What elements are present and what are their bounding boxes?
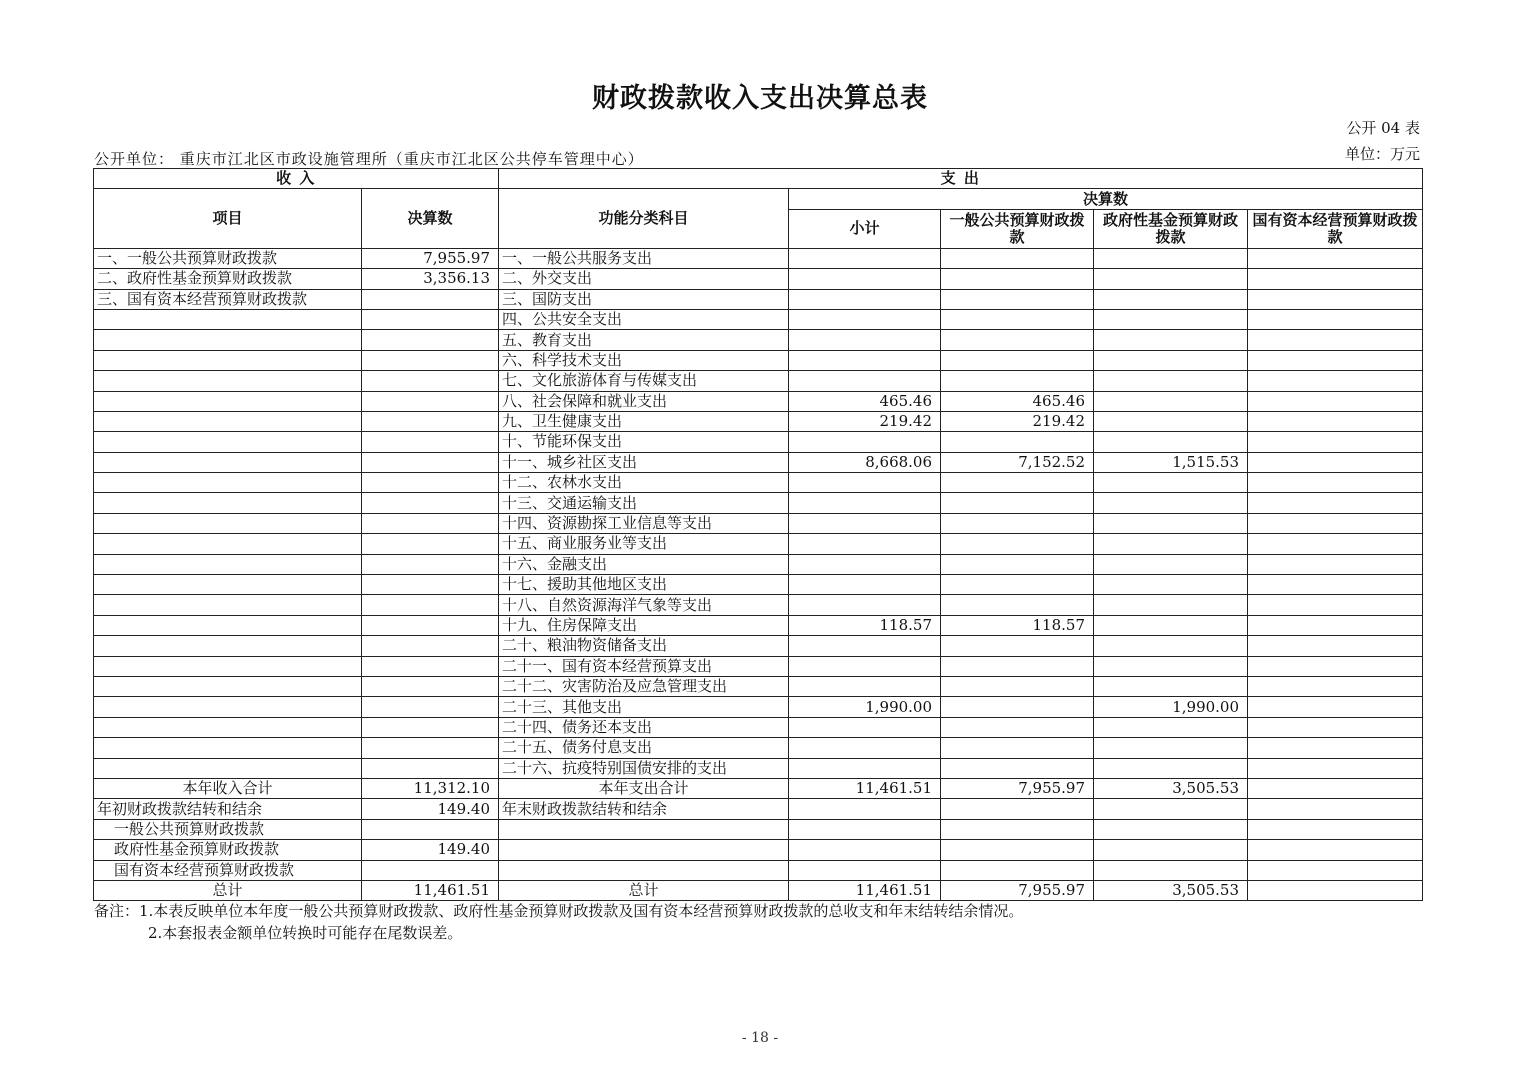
table-row bbox=[94, 309, 1423, 329]
cell-soe bbox=[1248, 738, 1423, 758]
cell-general bbox=[941, 493, 1094, 513]
cell-soe bbox=[1248, 595, 1423, 615]
cell-fund bbox=[1094, 554, 1248, 574]
cell-fund bbox=[1094, 819, 1248, 839]
cell-fund bbox=[1094, 717, 1248, 737]
cell-func: 二十一、国有资本经营预算支出 bbox=[499, 656, 789, 676]
cell-soe bbox=[1248, 615, 1423, 635]
cell-soe bbox=[1248, 350, 1423, 370]
cell-general bbox=[941, 575, 1094, 595]
cell-subtotal bbox=[789, 676, 941, 696]
cell-fund bbox=[1094, 309, 1248, 329]
cell-fund bbox=[1094, 575, 1248, 595]
cell-amount bbox=[362, 595, 499, 615]
cell-general bbox=[941, 676, 1094, 696]
cell-fund bbox=[1094, 534, 1248, 554]
cell-general: 7,955.97 bbox=[941, 880, 1094, 900]
carry-row bbox=[94, 799, 1423, 819]
cell-soe bbox=[1248, 330, 1423, 350]
cell-soe bbox=[1248, 778, 1423, 798]
cell-func: 十六、金融支出 bbox=[499, 554, 789, 574]
cell-subtotal bbox=[789, 738, 941, 758]
table-body bbox=[94, 248, 1423, 901]
cell-general: 465.46 bbox=[941, 391, 1094, 411]
cell-subtotal: 11,461.51 bbox=[789, 880, 941, 900]
cell-subtotal bbox=[789, 819, 941, 839]
cell-subtotal bbox=[789, 554, 941, 574]
cell-func: 十、节能环保支出 bbox=[499, 432, 789, 452]
cell-fund: 1,990.00 bbox=[1094, 697, 1248, 717]
cell-item bbox=[94, 391, 362, 411]
cell-fund bbox=[1094, 676, 1248, 696]
cell-subtotal: 465.46 bbox=[789, 391, 941, 411]
amount-header: 决算数 bbox=[362, 189, 499, 248]
table-row bbox=[94, 350, 1423, 370]
table-row bbox=[94, 452, 1423, 472]
cell-fund bbox=[1094, 371, 1248, 391]
table-row bbox=[94, 432, 1423, 452]
cell-func bbox=[499, 840, 789, 860]
table-row bbox=[94, 289, 1423, 309]
cell-func: 十五、商业服务业等支出 bbox=[499, 534, 789, 554]
cell-subtotal: 11,461.51 bbox=[789, 778, 941, 798]
fund-budget-header: 政府性基金预算财政拨款 bbox=[1094, 209, 1248, 248]
cell-amount bbox=[362, 656, 499, 676]
cell-subtotal bbox=[789, 493, 941, 513]
cell-soe bbox=[1248, 391, 1423, 411]
carry-row bbox=[94, 819, 1423, 839]
function-header: 功能分类科目 bbox=[499, 189, 789, 248]
cell-item bbox=[94, 411, 362, 431]
cell-amount bbox=[362, 432, 499, 452]
cell-func: 二十四、债务还本支出 bbox=[499, 717, 789, 737]
cell-fund bbox=[1094, 758, 1248, 778]
cell-soe bbox=[1248, 575, 1423, 595]
cell-amount: 3,356.13 bbox=[362, 269, 499, 289]
cell-amount bbox=[362, 309, 499, 329]
cell-general bbox=[941, 819, 1094, 839]
cell-item bbox=[94, 554, 362, 574]
cell-item: 国有资本经营预算财政拨款 bbox=[94, 860, 362, 880]
table-row bbox=[94, 575, 1423, 595]
cell-item bbox=[94, 636, 362, 656]
cell-amount: 7,955.97 bbox=[362, 248, 499, 268]
cell-amount: 11,461.51 bbox=[362, 880, 499, 900]
cell-soe bbox=[1248, 534, 1423, 554]
table-row bbox=[94, 676, 1423, 696]
cell-fund bbox=[1094, 391, 1248, 411]
cell-item bbox=[94, 330, 362, 350]
cell-amount bbox=[362, 676, 499, 696]
cell-item bbox=[94, 758, 362, 778]
cell-subtotal bbox=[789, 330, 941, 350]
cell-subtotal bbox=[789, 432, 941, 452]
cell-subtotal bbox=[789, 575, 941, 595]
cell-item bbox=[94, 738, 362, 758]
cell-item bbox=[94, 534, 362, 554]
cell-fund bbox=[1094, 615, 1248, 635]
cell-amount bbox=[362, 575, 499, 595]
cell-soe bbox=[1248, 493, 1423, 513]
cell-soe bbox=[1248, 758, 1423, 778]
cell-fund bbox=[1094, 473, 1248, 493]
cell-func: 七、文化旅游体育与传媒支出 bbox=[499, 371, 789, 391]
cell-amount: 149.40 bbox=[362, 840, 499, 860]
cell-fund bbox=[1094, 860, 1248, 880]
cell-func: 二十六、抗疫特别国债安排的支出 bbox=[499, 758, 789, 778]
cell-subtotal: 1,990.00 bbox=[789, 697, 941, 717]
cell-item bbox=[94, 595, 362, 615]
cell-item bbox=[94, 432, 362, 452]
cell-fund bbox=[1094, 248, 1248, 268]
table-row bbox=[94, 758, 1423, 778]
cell-func: 十一、城乡社区支出 bbox=[499, 452, 789, 472]
cell-subtotal: 219.42 bbox=[789, 411, 941, 431]
cell-general bbox=[941, 656, 1094, 676]
budget-table bbox=[93, 168, 1423, 901]
cell-fund bbox=[1094, 636, 1248, 656]
cell-general: 219.42 bbox=[941, 411, 1094, 431]
cell-soe bbox=[1248, 840, 1423, 860]
cell-fund bbox=[1094, 269, 1248, 289]
cell-fund bbox=[1094, 799, 1248, 819]
cell-func: 十四、资源勘探工业信息等支出 bbox=[499, 513, 789, 533]
cell-func: 二十三、其他支出 bbox=[499, 697, 789, 717]
cell-fund bbox=[1094, 330, 1248, 350]
cell-amount bbox=[362, 615, 499, 635]
cell-func: 本年支出合计 bbox=[499, 778, 789, 798]
cell-general bbox=[941, 330, 1094, 350]
note-2: 2.本套报表金额单位转换时可能存在尾数误差。 bbox=[148, 924, 463, 942]
soe-budget-header: 国有资本经营预算财政拨款 bbox=[1248, 209, 1423, 248]
cell-fund bbox=[1094, 493, 1248, 513]
cell-subtotal: 118.57 bbox=[789, 615, 941, 635]
cell-fund: 1,515.53 bbox=[1094, 452, 1248, 472]
cell-amount bbox=[362, 493, 499, 513]
cell-item bbox=[94, 513, 362, 533]
budget-header: 决算数 bbox=[789, 189, 1423, 209]
cell-item: 年初财政拨款结转和结余 bbox=[94, 799, 362, 819]
expense-header: 支 出 bbox=[499, 169, 1423, 189]
cell-general bbox=[941, 554, 1094, 574]
table-row bbox=[94, 615, 1423, 635]
cell-subtotal bbox=[789, 371, 941, 391]
cell-fund bbox=[1094, 840, 1248, 860]
table-row bbox=[94, 697, 1423, 717]
carry-row bbox=[94, 860, 1423, 880]
cell-general bbox=[941, 269, 1094, 289]
cell-general: 118.57 bbox=[941, 615, 1094, 635]
cell-soe bbox=[1248, 289, 1423, 309]
cell-amount bbox=[362, 391, 499, 411]
cell-func: 三、国防支出 bbox=[499, 289, 789, 309]
year-total-row bbox=[94, 778, 1423, 798]
cell-fund: 3,505.53 bbox=[1094, 880, 1248, 900]
cell-item bbox=[94, 452, 362, 472]
note-1: 备注：1.本表反映单位本年度一般公共预算财政拨款、政府性基金预算财政拨款及国有资本经营预算财政拨款的总收支和年末结转结余情况。 bbox=[94, 902, 1024, 920]
cell-func: 十七、援助其他地区支出 bbox=[499, 575, 789, 595]
cell-amount: 149.40 bbox=[362, 799, 499, 819]
cell-soe bbox=[1248, 248, 1423, 268]
cell-soe bbox=[1248, 717, 1423, 737]
cell-soe bbox=[1248, 880, 1423, 900]
cell-subtotal bbox=[789, 269, 941, 289]
cell-func: 十九、住房保障支出 bbox=[499, 615, 789, 635]
cell-soe bbox=[1248, 636, 1423, 656]
cell-item: 二、政府性基金预算财政拨款 bbox=[94, 269, 362, 289]
cell-general bbox=[941, 697, 1094, 717]
cell-amount bbox=[362, 371, 499, 391]
table-row bbox=[94, 534, 1423, 554]
carry-row bbox=[94, 840, 1423, 860]
cell-item bbox=[94, 676, 362, 696]
cell-fund bbox=[1094, 432, 1248, 452]
cell-func: 十三、交通运输支出 bbox=[499, 493, 789, 513]
cell-amount bbox=[362, 452, 499, 472]
cell-general: 7,955.97 bbox=[941, 778, 1094, 798]
cell-soe bbox=[1248, 473, 1423, 493]
cell-func: 二十五、债务付息支出 bbox=[499, 738, 789, 758]
cell-general bbox=[941, 738, 1094, 758]
item-header: 项目 bbox=[94, 189, 362, 248]
cell-soe bbox=[1248, 656, 1423, 676]
cell-soe bbox=[1248, 860, 1423, 880]
cell-general bbox=[941, 350, 1094, 370]
cell-amount bbox=[362, 289, 499, 309]
cell-subtotal bbox=[789, 840, 941, 860]
table-row bbox=[94, 330, 1423, 350]
cell-item bbox=[94, 575, 362, 595]
cell-fund bbox=[1094, 656, 1248, 676]
table-row bbox=[94, 656, 1423, 676]
cell-general bbox=[941, 860, 1094, 880]
cell-subtotal bbox=[789, 248, 941, 268]
cell-item bbox=[94, 615, 362, 635]
cell-general bbox=[941, 432, 1094, 452]
cell-soe bbox=[1248, 452, 1423, 472]
cell-subtotal: 8,668.06 bbox=[789, 452, 941, 472]
cell-subtotal bbox=[789, 636, 941, 656]
cell-item: 本年收入合计 bbox=[94, 778, 362, 798]
cell-soe bbox=[1248, 676, 1423, 696]
cell-item bbox=[94, 350, 362, 370]
cell-item bbox=[94, 371, 362, 391]
cell-func: 年末财政拨款结转和结余 bbox=[499, 799, 789, 819]
cell-general bbox=[941, 840, 1094, 860]
cell-soe bbox=[1248, 432, 1423, 452]
cell-general bbox=[941, 534, 1094, 554]
cell-fund: 3,505.53 bbox=[1094, 778, 1248, 798]
cell-amount bbox=[362, 330, 499, 350]
cell-subtotal bbox=[789, 513, 941, 533]
cell-func bbox=[499, 860, 789, 880]
cell-general bbox=[941, 758, 1094, 778]
income-header: 收 入 bbox=[94, 169, 499, 189]
page-number: - 18 - bbox=[741, 1030, 779, 1046]
cell-func: 二、外交支出 bbox=[499, 269, 789, 289]
cell-amount bbox=[362, 860, 499, 880]
general-budget-header: 一般公共预算财政拨款 bbox=[941, 209, 1094, 248]
cell-general: 7,152.52 bbox=[941, 452, 1094, 472]
cell-func: 总计 bbox=[499, 880, 789, 900]
cell-subtotal bbox=[789, 860, 941, 880]
table-row bbox=[94, 595, 1423, 615]
cell-soe bbox=[1248, 799, 1423, 819]
cell-item bbox=[94, 656, 362, 676]
cell-soe bbox=[1248, 554, 1423, 574]
cell-item: 总计 bbox=[94, 880, 362, 900]
cell-func: 十二、农林水支出 bbox=[499, 473, 789, 493]
cell-general bbox=[941, 595, 1094, 615]
cell-fund bbox=[1094, 289, 1248, 309]
table-row bbox=[94, 391, 1423, 411]
cell-subtotal bbox=[789, 656, 941, 676]
subtotal-header: 小计 bbox=[789, 209, 941, 248]
cell-item: 政府性基金预算财政拨款 bbox=[94, 840, 362, 860]
table-row bbox=[94, 473, 1423, 493]
grand-total-row bbox=[94, 880, 1423, 900]
cell-item: 一、一般公共预算财政拨款 bbox=[94, 248, 362, 268]
table-row bbox=[94, 371, 1423, 391]
cell-subtotal bbox=[789, 309, 941, 329]
cell-item: 一般公共预算财政拨款 bbox=[94, 819, 362, 839]
cell-subtotal bbox=[789, 534, 941, 554]
cell-item bbox=[94, 717, 362, 737]
cell-func: 六、科学技术支出 bbox=[499, 350, 789, 370]
cell-item bbox=[94, 309, 362, 329]
cell-func: 十八、自然资源海洋气象等支出 bbox=[499, 595, 789, 615]
cell-general bbox=[941, 636, 1094, 656]
cell-subtotal bbox=[789, 717, 941, 737]
table-row bbox=[94, 493, 1423, 513]
table-row bbox=[94, 636, 1423, 656]
cell-amount bbox=[362, 534, 499, 554]
cell-amount bbox=[362, 473, 499, 493]
cell-fund bbox=[1094, 350, 1248, 370]
cell-amount bbox=[362, 717, 499, 737]
cell-soe bbox=[1248, 309, 1423, 329]
cell-item bbox=[94, 473, 362, 493]
cell-func: 一、一般公共服务支出 bbox=[499, 248, 789, 268]
cell-amount bbox=[362, 819, 499, 839]
cell-general bbox=[941, 309, 1094, 329]
cell-func: 五、教育支出 bbox=[499, 330, 789, 350]
cell-amount bbox=[362, 513, 499, 533]
cell-fund bbox=[1094, 411, 1248, 431]
table-row bbox=[94, 411, 1423, 431]
cell-subtotal bbox=[789, 595, 941, 615]
cell-item: 三、国有资本经营预算财政拨款 bbox=[94, 289, 362, 309]
table-row bbox=[94, 513, 1423, 533]
cell-fund bbox=[1094, 513, 1248, 533]
cell-general bbox=[941, 473, 1094, 493]
organization-label: 公开单位： 重庆市江北区市政设施管理所（重庆市江北区公共停车管理中心） bbox=[94, 150, 644, 168]
cell-func: 四、公共安全支出 bbox=[499, 309, 789, 329]
cell-amount bbox=[362, 738, 499, 758]
cell-general bbox=[941, 513, 1094, 533]
cell-soe bbox=[1248, 697, 1423, 717]
cell-soe bbox=[1248, 269, 1423, 289]
cell-soe bbox=[1248, 411, 1423, 431]
cell-amount bbox=[362, 636, 499, 656]
cell-func: 九、卫生健康支出 bbox=[499, 411, 789, 431]
cell-func bbox=[499, 819, 789, 839]
table-row bbox=[94, 717, 1423, 737]
page-title: 财政拨款收入支出决算总表 bbox=[592, 83, 928, 114]
cell-func: 八、社会保障和就业支出 bbox=[499, 391, 789, 411]
cell-item bbox=[94, 697, 362, 717]
cell-amount bbox=[362, 554, 499, 574]
table-row bbox=[94, 269, 1423, 289]
cell-amount bbox=[362, 758, 499, 778]
cell-subtotal bbox=[789, 350, 941, 370]
cell-general bbox=[941, 371, 1094, 391]
cell-amount bbox=[362, 697, 499, 717]
cell-general bbox=[941, 717, 1094, 737]
cell-soe bbox=[1248, 371, 1423, 391]
table-row bbox=[94, 738, 1423, 758]
cell-amount bbox=[362, 350, 499, 370]
cell-fund bbox=[1094, 595, 1248, 615]
cell-amount bbox=[362, 411, 499, 431]
cell-func: 二十二、灾害防治及应急管理支出 bbox=[499, 676, 789, 696]
cell-fund bbox=[1094, 738, 1248, 758]
table-number: 公开 04 表 bbox=[1346, 119, 1420, 137]
unit-label: 单位：万元 bbox=[1344, 145, 1420, 163]
cell-soe bbox=[1248, 513, 1423, 533]
cell-soe bbox=[1248, 819, 1423, 839]
table-row bbox=[94, 554, 1423, 574]
cell-subtotal bbox=[789, 799, 941, 819]
cell-subtotal bbox=[789, 758, 941, 778]
cell-general bbox=[941, 289, 1094, 309]
cell-general bbox=[941, 799, 1094, 819]
table-row bbox=[94, 248, 1423, 268]
cell-amount: 11,312.10 bbox=[362, 778, 499, 798]
notes bbox=[94, 900, 1023, 944]
cell-func: 二十、粮油物资储备支出 bbox=[499, 636, 789, 656]
cell-subtotal bbox=[789, 289, 941, 309]
cell-general bbox=[941, 248, 1094, 268]
cell-item bbox=[94, 493, 362, 513]
cell-subtotal bbox=[789, 473, 941, 493]
